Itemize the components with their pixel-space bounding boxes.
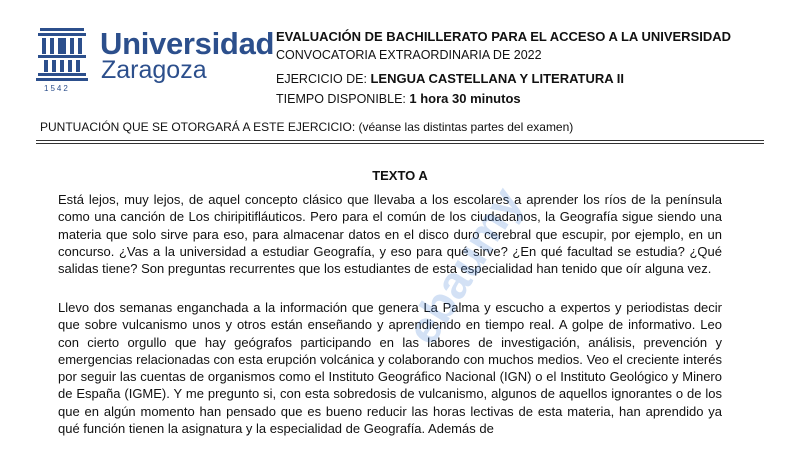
time-label: TIEMPO DISPONIBLE:: [276, 92, 410, 106]
text-title: TEXTO A: [372, 168, 428, 183]
subject-label: EJERCICIO DE:: [276, 72, 371, 86]
exam-subject: [276, 71, 624, 86]
time-value: 1 hora 30 minutos: [409, 91, 521, 106]
logo-year: 1542: [44, 84, 70, 93]
logo-name-line2: Zaragoza: [101, 56, 207, 84]
watermark: ebaumy: [395, 178, 533, 354]
header-divider-thin: [36, 143, 764, 144]
header-divider: [36, 140, 764, 141]
subject-value: LENGUA CASTELLANA Y LITERATURA II: [370, 71, 624, 86]
exam-convocatoria: CONVOCATORIA EXTRAORDINARIA DE 2022: [276, 48, 542, 62]
paragraph-2: Llevo dos semanas enganchada a la información que genera La Palma y escucho a expertos y periodistas decir que sobre vulcanismo unos y otros están enseñando y aprendiendo en tiempo real. A golpe de informativo. Leo con cierto orgullo que hay geógrafos participando en las labores de investigación, análisis, prevención y emergencias relacionadas con esta erupción volcánica y colaborando con muchos medios. Veo el creciente interés por seguir las cuentas de organismos como el Instituto Geográfico Nacional (IGN) o el Instituto Geológico y Minero de España (IGME). Y me pregunto si, con esta sobredosis de vulcanismo, algunos de aquellos ignorantes o de los que en algún momento han pensado que es bueno reducir las horas lectivas de esta materia, han aprendido ya qué función tienen la asignatura y la especialidad de Geografía. Además de: [58, 300, 722, 437]
exam-title: EVALUACIÓN DE BACHILLERATO PARA EL ACCESO A LA UNIVERSIDAD: [276, 29, 732, 44]
university-logo: [36, 26, 275, 96]
puntuacion-line: PUNTUACIÓN QUE SE OTORGARÁ A ESTE EJERCICIO: (véanse las distintas partes del examen): [40, 120, 574, 134]
paragraph-1: Está lejos, muy lejos, de aquel concepto clásico que llevaba a los escolares a aprender los ríos de la península como una canción de Los chiripitifláuticos. Pero para el común de los ciudadanos, la Geografía sigue siendo una materia que solo sirve para eso, para almacenar datos en el disco duro cerebral que escupir, por ejemplo, en un concurso. ¿Vas a la universidad a estudiar Geografía, y eso para qué sirve? ¿En qué facultad se estudia? ¿Qué salidas tiene? Son preguntas recurrentes que los estudiantes de esta especialidad han tenido que oír alguna vez.: [58, 192, 722, 277]
exam-time: [276, 91, 521, 106]
logo-name-line1: Universidad: [100, 26, 275, 61]
university-tower-icon: [36, 26, 88, 84]
